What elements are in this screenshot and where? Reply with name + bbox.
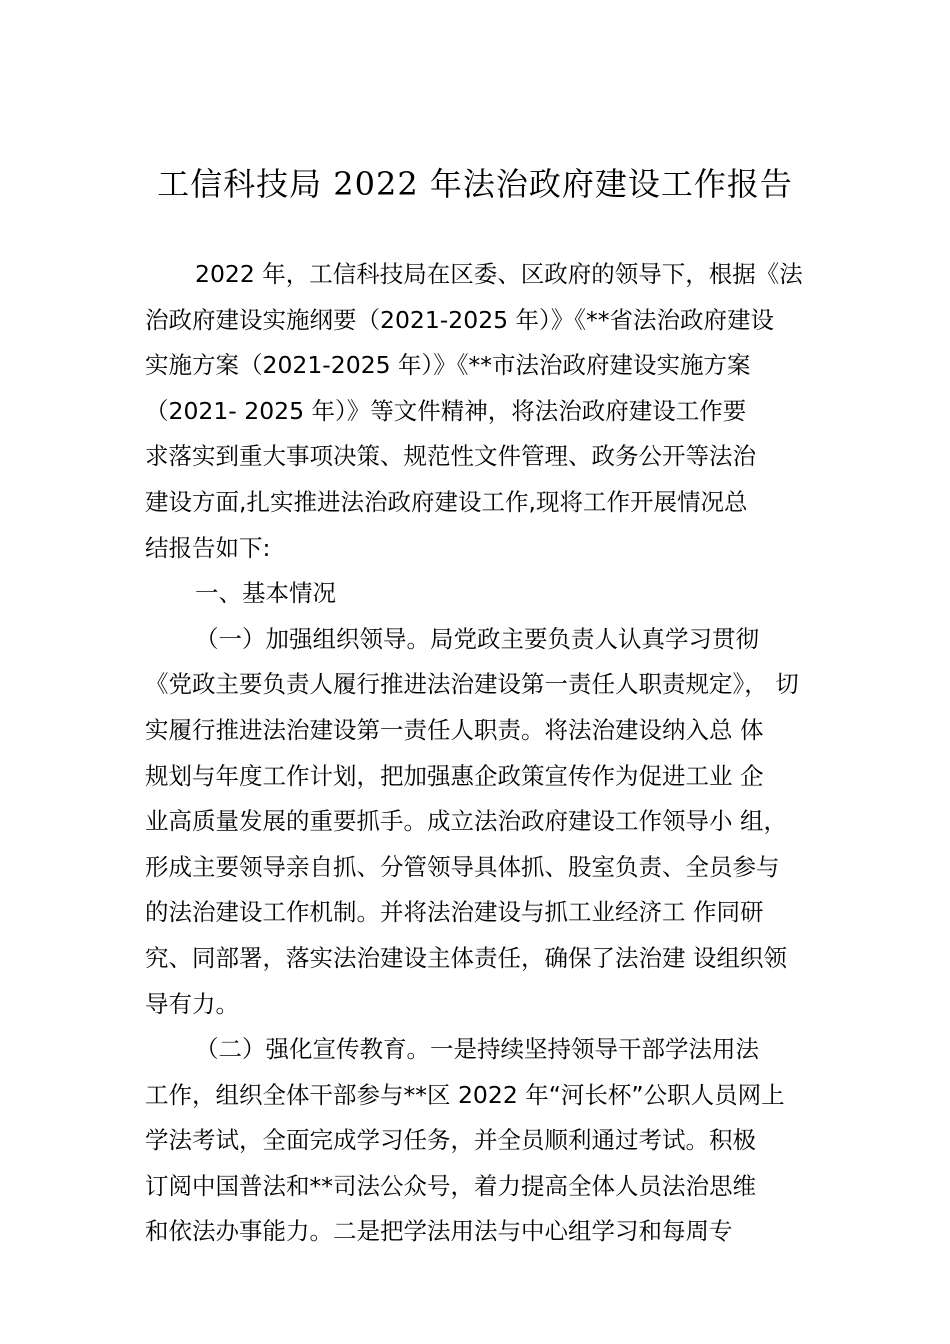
paragraph-line: 《党政主要负责人履行推进法治建设第一责任人职责规定》， 切 [145, 670, 799, 699]
paragraph-line: 实履行推进法治建设第一责任人职责。将法治建设纳入总 体 [145, 715, 764, 744]
paragraph-line: 实施方案（2021-2025 年）》《**市法治政府建设实施方案 [145, 351, 751, 380]
paragraph-line: 求落实到重大事项决策、规范性文件管理、政务公开等法治 [145, 442, 756, 471]
paragraph-line: 形成主要领导亲自抓、分管领导具体抓、股室负责、全员参与 [145, 852, 780, 881]
paragraph-line: 和依法办事能力。二是把学法用法与中心组学习和每周专 [145, 1217, 733, 1246]
section-heading: 一、基本情况 [195, 579, 336, 608]
paragraph-line: 2022 年，工信科技局在区委、区政府的领导下，根据《法 [195, 260, 803, 288]
paragraph-line: （二）强化宣传教育。一是持续坚持领导干部学法用法 [195, 1035, 759, 1064]
paragraph-line: 的法治建设工作机制。并将法治建设与抓工业经济工 作同研 [145, 898, 764, 927]
paragraph-line: 究、同部署，落实法治建设主体责任，确保了法治建 设组织领 [145, 943, 787, 972]
paragraph-line: 导有力。 [145, 989, 239, 1018]
paragraph-line: 治政府建设实施纲要（2021-2025 年）》《**省法治政府建设 [145, 305, 775, 334]
document-body [145, 252, 835, 1255]
paragraph-line: 订阅中国普法和**司法公众号，着力提高全体人员法治思维 [145, 1171, 756, 1200]
paragraph-line: 业高质量发展的重要抓手。成立法治政府建设工作领导小 组， [145, 807, 787, 836]
paragraph-line: （2021- 2025 年）》等文件精神，将法治政府建设工作要 [145, 396, 747, 425]
paragraph-line: （一）加强组织领导。局党政主要负责人认真学习贯彻 [195, 624, 759, 653]
paragraph-line: 规划与年度工作计划，把加强惠企政策宣传作为促进工业 企 [145, 761, 764, 790]
paragraph-line: 工作，组织全体干部参与**区 2022 年“河长杯”公职人员网上 [145, 1080, 785, 1109]
paragraph-line: 建设方面,扎实推进法治政府建设工作,现将工作开展情况总 [145, 487, 748, 516]
paragraph-line: 学法考试，全面完成学习任务，并全员顺利通过考试。积极 [145, 1126, 756, 1155]
document-title: 工信科技局 2022 年法治政府建设工作报告 [157, 165, 793, 203]
paragraph-line: 结报告如下: [145, 533, 271, 562]
